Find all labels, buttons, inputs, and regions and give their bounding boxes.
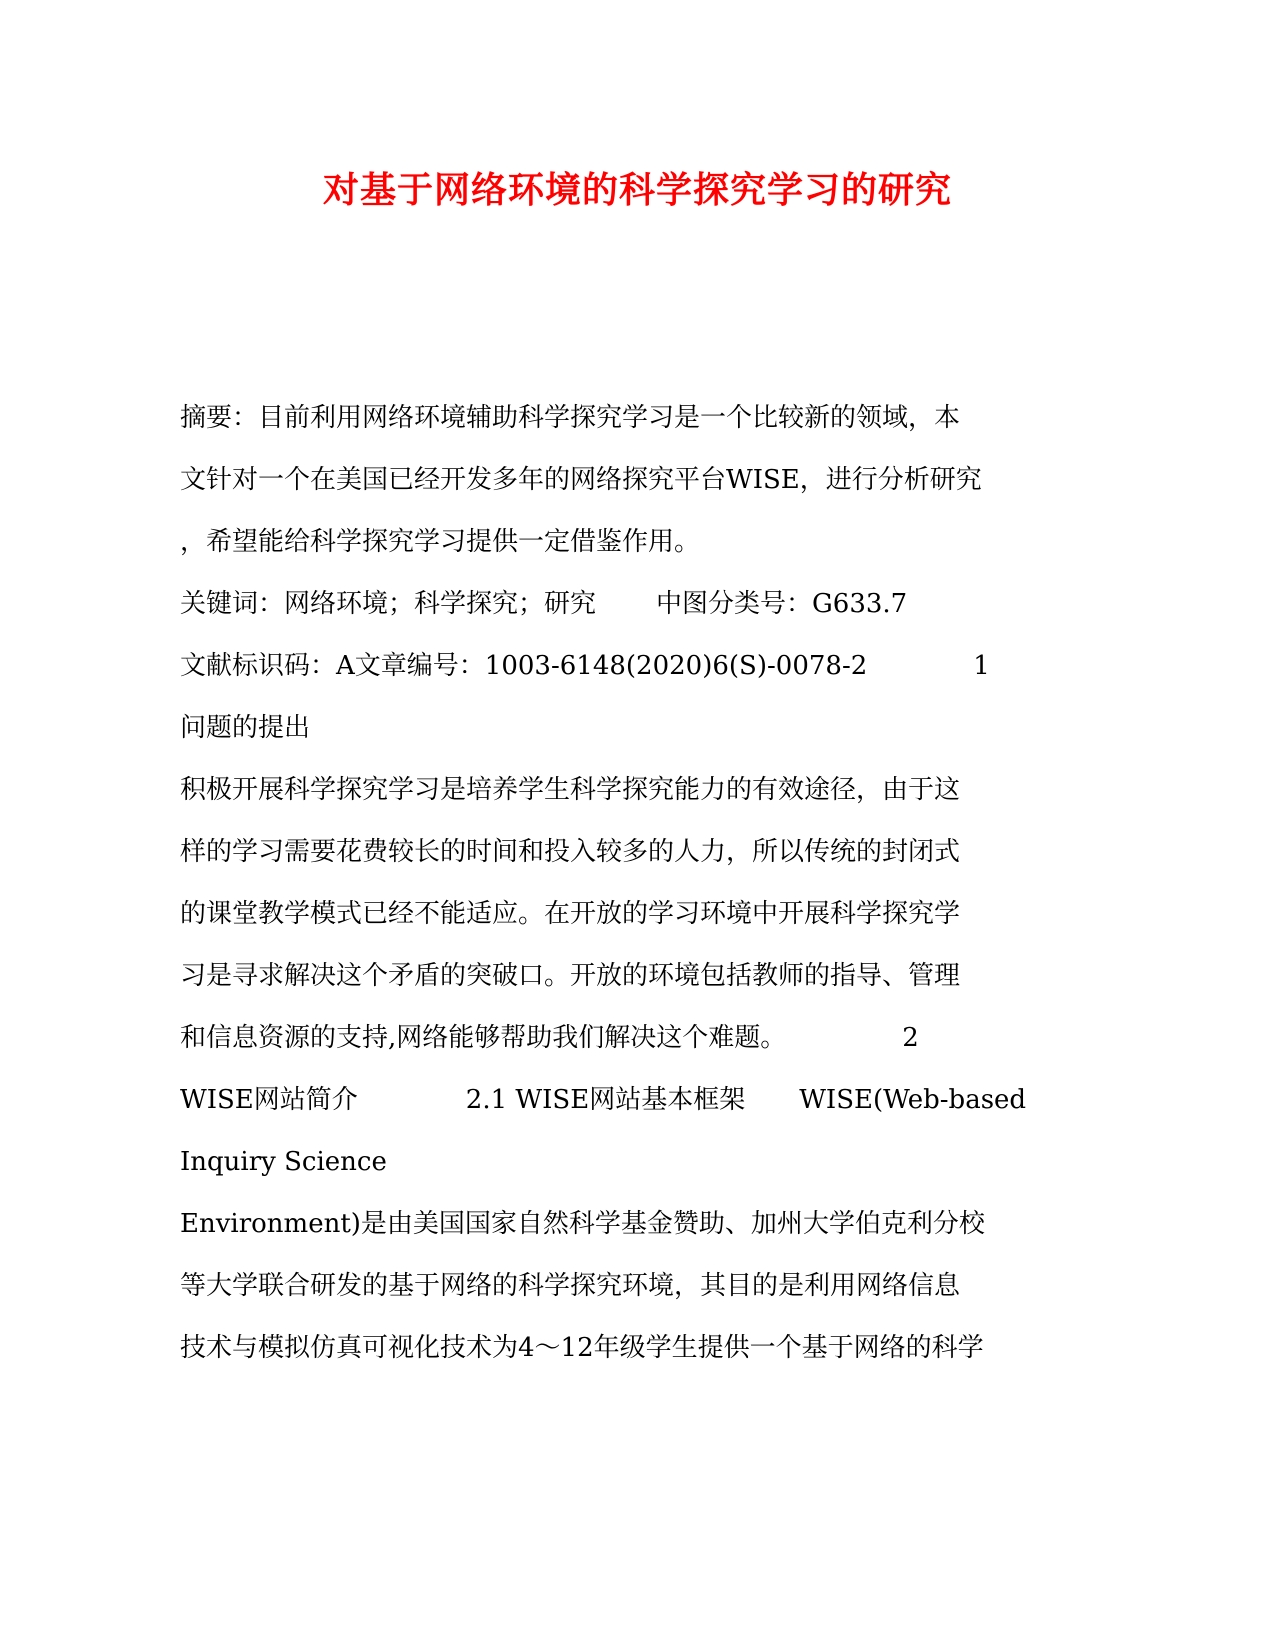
document-code: 文献标识码：A文章编号：1003-6148(2020)6(S)-0078-2 [180, 651, 868, 681]
doc-code-line [180, 648, 1040, 684]
section-1-number: 1 [973, 651, 990, 681]
paragraph-2-line-2: 等大学联合研发的基于网络的科学探究环境，其目的是利用网络信息 [180, 1271, 961, 1301]
abstract-line-3: ，希望能给科学探究学习提供一定借鉴作用。 [180, 527, 701, 557]
section-2-number: 2 [902, 1023, 919, 1053]
section-2-title: WISE网站简介 [180, 1085, 358, 1115]
paragraph-1-line-3: 的课堂教学模式已经不能适应。在开放的学习环境中开展科学探究学 [180, 899, 961, 929]
keywords: 关键词：网络环境；科学探究；研究 [180, 589, 597, 619]
wise-definition-start: WISE(Web-based [799, 1085, 1027, 1115]
paragraph-1-line-5 [180, 1020, 1040, 1056]
inquiry-science-line: Inquiry Science [180, 1147, 387, 1177]
paragraph-1-line-2: 样的学习需要花费较长的时间和投入较多的人力，所以传统的封闭式 [180, 837, 961, 867]
section-1-heading: 问题的提出 [180, 713, 311, 743]
abstract-line-2: 文针对一个在美国已经开发多年的网络探究平台WISE，进行分析研究 [180, 465, 982, 495]
paragraph-2-line-3: 技术与模拟仿真可视化技术为4～12年级学生提供一个基于网络的科学 [180, 1333, 984, 1363]
classification-number: 中图分类号：G633.7 [656, 589, 908, 619]
paragraph-1-line-4: 习是寻求解决这个矛盾的突破口。开放的环境包括教师的指导、管理 [180, 961, 961, 991]
subsection-2-1-title: 2.1 WISE网站基本框架 [465, 1085, 746, 1115]
section-2-heading-line [180, 1082, 1040, 1118]
paragraph-1-end: 和信息资源的支持,网络能够帮助我们解决这个难题。 [180, 1023, 787, 1053]
keywords-line [180, 586, 1040, 622]
paragraph-2-line-1: Environment)是由美国国家自然科学基金赞助、加州大学伯克利分校 [180, 1209, 985, 1239]
paragraph-1-line-1: 积极开展科学探究学习是培养学生科学探究能力的有效途径，由于这 [180, 775, 961, 805]
document-title: 对基于网络环境的科学探究学习的研究 [322, 169, 952, 211]
abstract-line-1: 摘要：目前利用网络环境辅助科学探究学习是一个比较新的领域，本 [180, 403, 961, 433]
